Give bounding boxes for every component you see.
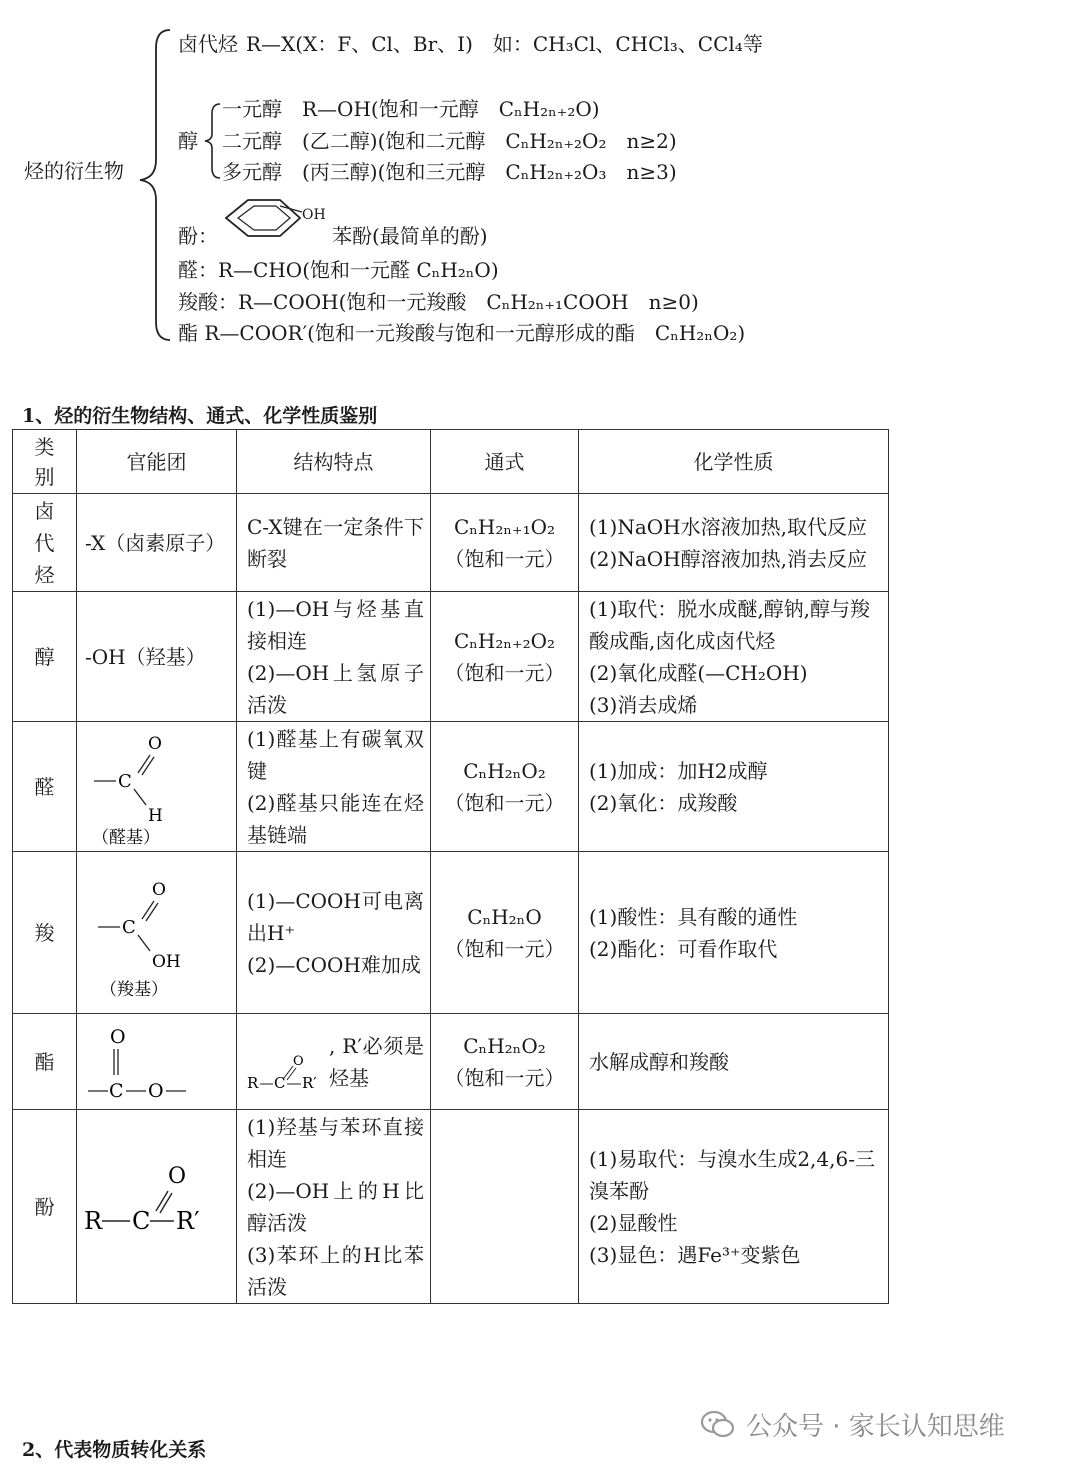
table-row bbox=[13, 494, 889, 592]
properties-cell bbox=[579, 494, 889, 592]
group-caption: （羧基） bbox=[99, 979, 168, 1000]
feature-line: (1)—COOH可电离出H⁺ bbox=[247, 888, 424, 945]
atom-c: C bbox=[117, 770, 132, 792]
atom-o: O bbox=[151, 879, 166, 900]
atom-c: C bbox=[121, 916, 136, 938]
svg-text:O: O bbox=[293, 1053, 304, 1069]
section1-title: 1、烃的衍生物结构、通式、化学性质鉴别 bbox=[22, 405, 378, 427]
svg-text:C: C bbox=[274, 1073, 286, 1092]
alcohol-label: 醇 bbox=[178, 129, 198, 153]
features-cell bbox=[237, 722, 431, 852]
properties-cell bbox=[579, 722, 889, 852]
formula-note: （饱和一元） bbox=[444, 936, 565, 961]
table-row bbox=[13, 592, 889, 722]
group-cell bbox=[77, 1110, 237, 1304]
properties-cell bbox=[579, 592, 889, 722]
atom-c: C bbox=[131, 1206, 150, 1235]
watermark-text: 公众号 · 家长认知思维 bbox=[746, 1411, 1005, 1442]
feature-line: (2)—OH上的H比醇活泼 bbox=[247, 1178, 424, 1235]
category-cell: 卤代烃 bbox=[13, 494, 77, 592]
group-cell bbox=[77, 852, 237, 1014]
carboxyl-group-structure bbox=[82, 863, 232, 1003]
table-row bbox=[13, 852, 889, 1014]
ester-group-structure bbox=[82, 1017, 232, 1107]
svg-text:R: R bbox=[247, 1073, 259, 1092]
svg-text:R′: R′ bbox=[302, 1073, 317, 1092]
alcohol-item: 一元醇 R—OH(饱和一元醇 CₙH₂ₙ₊₂O) bbox=[222, 97, 600, 121]
feature-line: (1)醛基上有碳氧双键 bbox=[247, 726, 424, 783]
property-line: (2)氧化成醛(—CH₂OH) bbox=[589, 660, 808, 685]
header-formula: 通式 bbox=[431, 430, 579, 494]
atom-oh: OH bbox=[151, 951, 181, 972]
group-cell bbox=[77, 1014, 237, 1110]
wechat-icon bbox=[700, 1408, 736, 1440]
group-caption: （醛基） bbox=[91, 827, 160, 848]
derivative-outline bbox=[0, 0, 1080, 360]
features-cell bbox=[237, 1014, 431, 1110]
property-line: (1)易取代：与溴水生成2,4,6-三溴苯酚 bbox=[589, 1146, 875, 1203]
ketone-like-structure bbox=[82, 1157, 232, 1257]
ester-mini-structure bbox=[247, 1054, 329, 1094]
features-cell bbox=[237, 494, 431, 592]
formula: CₙH₂ₙO₂ bbox=[463, 758, 546, 783]
category-cell: 酯 bbox=[13, 1014, 77, 1110]
category-cell: 酚 bbox=[13, 1110, 77, 1304]
feature-line: (3)苯环上的H比苯活泼 bbox=[247, 1242, 424, 1299]
property-line: (2)氧化：成羧酸 bbox=[589, 790, 738, 815]
property-line: (1)加成：加H2成醇 bbox=[589, 758, 768, 783]
group-cell: -OH（羟基） bbox=[77, 592, 237, 722]
acid-text: 羧酸：R—COOH(饱和一元羧酸 CₙH₂ₙ₊₁COOH n≥0) bbox=[178, 290, 699, 314]
atom-r2: R′ bbox=[175, 1206, 200, 1235]
formula-note: （饱和一元） bbox=[444, 1065, 565, 1090]
phenol-text: 苯酚(最简单的酚) bbox=[332, 224, 488, 248]
atom-c: C bbox=[108, 1079, 124, 1102]
features-cell bbox=[237, 1110, 431, 1304]
atom-h: H bbox=[147, 805, 163, 826]
alcohol-item: 多元醇 (丙三醇)(饱和三元醇 CₙH₂ₙ₊₂O₃ n≥3) bbox=[222, 160, 677, 184]
feature-line: (2)—COOH难加成 bbox=[247, 952, 421, 977]
table-header-row bbox=[13, 430, 889, 494]
category-cell: 羧 bbox=[13, 852, 77, 1014]
group-cell: -X（卤素原子） bbox=[77, 494, 237, 592]
table-row bbox=[13, 1110, 889, 1304]
properties-cell bbox=[579, 1110, 889, 1304]
formula-cell bbox=[431, 1014, 579, 1110]
haloalkane-label: 卤代烃 bbox=[178, 32, 238, 56]
formula: CₙH₂ₙO bbox=[467, 904, 542, 929]
property-line: (2)NaOH醇溶液加热,消去反应 bbox=[589, 546, 867, 571]
feature-line: (2)—OH上氢原子活泼 bbox=[247, 660, 424, 717]
feature-line bbox=[247, 1030, 424, 1094]
header-properties: 化学性质 bbox=[579, 430, 889, 494]
category-cell: 醛 bbox=[13, 722, 77, 852]
atom-r: R bbox=[83, 1206, 102, 1235]
phenol-label: 酚： bbox=[178, 224, 218, 248]
formula-note: （饱和一元） bbox=[444, 660, 565, 685]
properties-cell bbox=[579, 852, 889, 1014]
formula-note: （饱和一元） bbox=[444, 790, 565, 815]
formula: CₙH₂ₙO₂ bbox=[463, 1033, 546, 1058]
section2-title: 2、代表物质转化关系 bbox=[22, 1439, 207, 1461]
formula-cell bbox=[431, 1110, 579, 1304]
table-row bbox=[13, 1014, 889, 1110]
header-group: 官能团 bbox=[77, 430, 237, 494]
benzene-ring-icon bbox=[226, 200, 302, 236]
atom-o: O bbox=[147, 733, 162, 754]
alcohol-item: 二元醇 (乙二醇)(饱和二元醇 CₙH₂ₙ₊₂O₂ n≥2) bbox=[222, 129, 677, 153]
property-line: (1)NaOH水溶液加热,取代反应 bbox=[589, 514, 867, 539]
formula-cell bbox=[431, 722, 579, 852]
ester-text: 酯 R—COOR′(饱和一元羧酸与饱和一元醇形成的酯 CₙH₂ₙO₂) bbox=[178, 321, 746, 345]
feature-line: C-X键在一定条件下断裂 bbox=[247, 514, 424, 571]
derivative-table bbox=[12, 429, 889, 1304]
haloalkane-text: R—X(X：F、Cl、Br、I) 如：CH₃Cl、CHCl₃、CCl₄等 bbox=[246, 32, 763, 56]
formula-cell bbox=[431, 852, 579, 1014]
phenol-oh: OH bbox=[302, 207, 326, 223]
outline-root: 烃的衍生物 bbox=[24, 159, 124, 183]
header-features: 结构特点 bbox=[237, 430, 431, 494]
formula-note: （饱和一元） bbox=[444, 546, 565, 571]
feature-text: , R′必须是烃基 bbox=[329, 1033, 424, 1090]
property-line: (1)酸性：具有酸的通性 bbox=[589, 904, 798, 929]
features-cell bbox=[237, 852, 431, 1014]
aldehyde-group-structure bbox=[82, 725, 232, 849]
header-category: 类别 bbox=[13, 430, 77, 494]
atom-o: O bbox=[109, 1025, 126, 1048]
watermark bbox=[700, 1404, 1005, 1444]
property-line: (3)显色：遇Fe³⁺变紫色 bbox=[589, 1242, 801, 1267]
atom-o: O bbox=[167, 1163, 186, 1189]
property-line: (3)消去成烯 bbox=[589, 692, 698, 717]
feature-line: (1)—OH与烃基直接相连 bbox=[247, 596, 424, 653]
aldehyde-text: 醛：R—CHO(饱和一元醛 CₙH₂ₙO) bbox=[178, 258, 499, 282]
property-line: 水解成醇和羧酸 bbox=[589, 1049, 729, 1074]
formula: CₙH₂ₙ₊₂O₂ bbox=[453, 628, 556, 653]
properties-cell bbox=[579, 1014, 889, 1110]
group-cell bbox=[77, 722, 237, 852]
atom-o2: O bbox=[147, 1079, 164, 1102]
property-line: (2)显酸性 bbox=[589, 1210, 678, 1235]
property-line: (2)酯化：可看作取代 bbox=[589, 936, 778, 961]
feature-line: (1)羟基与苯环直接相连 bbox=[247, 1114, 424, 1171]
table-row bbox=[13, 722, 889, 852]
formula-cell bbox=[431, 592, 579, 722]
category-cell: 醇 bbox=[13, 592, 77, 722]
features-cell bbox=[237, 592, 431, 722]
feature-line: (2)醛基只能连在烃基链端 bbox=[247, 790, 424, 847]
property-line: (1)取代：脱水成醚,醇钠,醇与羧酸成酯,卤化成卤代烃 bbox=[589, 596, 871, 653]
formula: CₙH₂ₙ₊₁O₂ bbox=[453, 514, 556, 539]
formula-cell bbox=[431, 494, 579, 592]
